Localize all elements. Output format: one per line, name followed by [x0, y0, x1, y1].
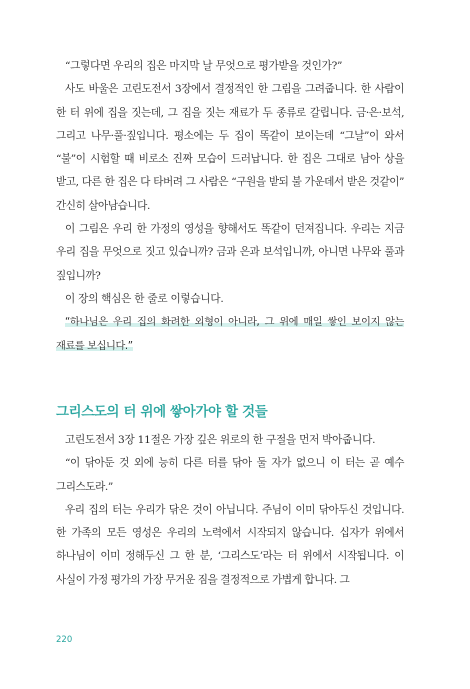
opening-question: “그렇다면 우리의 집은 마지막 날 무엇으로 평가받을 것인가?”: [65, 60, 343, 72]
paragraph-verse-intro: 고린도전서 3장 11절은 가장 깊은 위로의 한 구절을 먼저 박아줍니다.: [65, 434, 376, 446]
highlighted-callout: [56, 311, 404, 358]
paragraph-core-line: 이 장의 핵심은 한 줄로 이렇습니다.: [65, 292, 224, 305]
section-foundation: [56, 429, 404, 592]
paragraph-paul-picture: 사도 바울은 고린도전서 3장에서 결정적인 한 그림을 그려줍니다. 한 사람이 한 터 위에 집을 짓는데, 그 집을 짓는 재료가 두 종류로 갈립니다. 금·은·보석, 그리고 나무·풀·짚입니다. 평소에는 두 집이 똑같이 보이는데 “그날”이 와서 “불”이 시험할 때 비로소 진짜 모습이 드러납니다. 한 집은 그대로 남아 상을 받고, 다른 한 집은 다 타버려 그 사람은 “구원을 받되 불 가운데서 받은 것같이” 간신히 살아남습니다.: [56, 83, 404, 212]
section-heading: 그리스도의 터 위에 쌓아가야 할 것들: [56, 405, 268, 420]
paragraph-foundation: 우리 집의 터는 우리가 닦은 것이 아닙니다. 주님이 이미 닦아두신 것입니다. 한 가족의 모든 영성은 우리의 노력에서 시작되지 않습니다. 십자가 위에서 하나님이 이미 정해두신 그 한 분, ‘그리스도’라는 터 위에서 시작됩니다. 이 사실이 가정 평가의 가장 무거운 짐을 결정적으로 가볍게 합니다. 그: [56, 503, 404, 586]
page-number: 220: [56, 635, 73, 645]
callout-text: “하나님은 우리 집의 화려한 외형이 아니라, 그 위에 매일 쌓인 보이지 않는 재료를 보십니다.”: [56, 317, 404, 352]
paragraph-family-question: 이 그림은 우리 한 가정의 영성을 향해서도 똑같이 던져집니다. 우리는 지금 우리 집을 무엇으로 짓고 있습니까? 금과 은과 보석입니까, 아니면 나무와 풀과 짚입니까?: [56, 223, 404, 282]
verse-quote: “이 닦아둔 것 외에 능히 다른 터를 닦아 둘 자가 없으니 이 터는 곧 예수 그리스도라.”: [56, 457, 404, 493]
section-intro: [56, 55, 404, 358]
